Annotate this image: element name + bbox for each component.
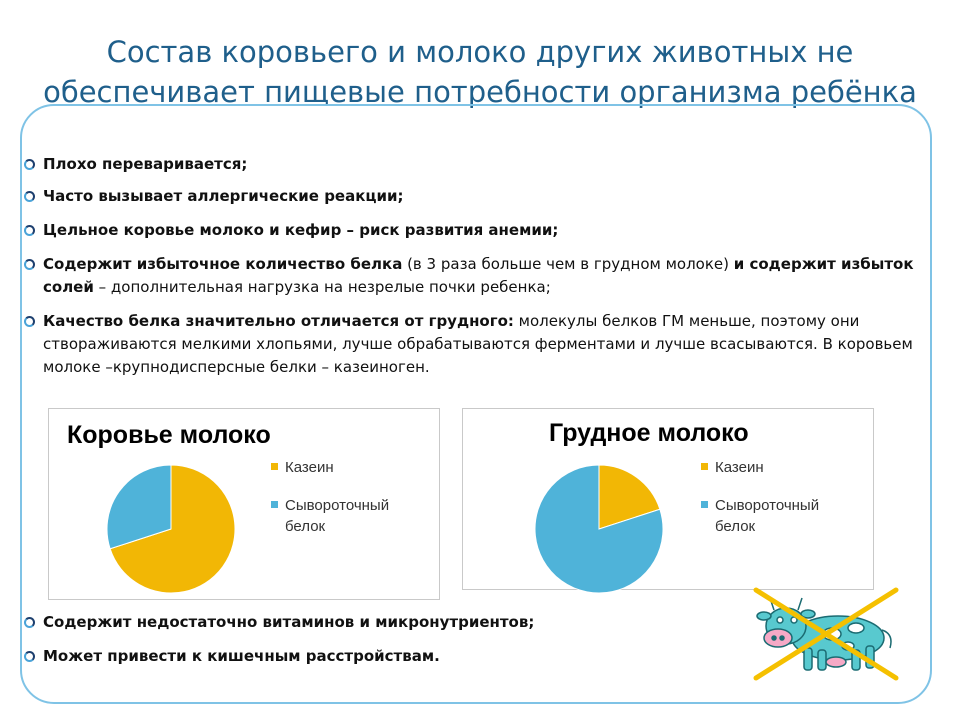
bullet-item <box>24 185 929 208</box>
legend-label: Сывороточный <box>715 497 820 514</box>
bullet-text: – дополнительная нагрузка на незрелые почки ребенка; <box>93 278 551 296</box>
bullet-text: (в 3 раза больше чем в грудном молоке) <box>402 255 734 273</box>
legend-label: Казеин <box>285 459 334 476</box>
circle-bullet-icon <box>24 316 35 327</box>
bullet-text: Цельное коровье молоко и кефир – риск развития анемии; <box>43 221 559 239</box>
circle-bullet-icon <box>24 159 35 170</box>
bullet-item <box>24 645 724 668</box>
title-line-2: обеспечивает пищевые потребности организма ребёнка <box>43 75 917 109</box>
bullet-text: Может привести к кишечным расстройствам. <box>43 647 440 665</box>
legend-swatch <box>271 501 278 508</box>
bullet-item <box>24 153 929 176</box>
bullet-text: Плохо переваривается; <box>43 155 248 173</box>
bullet-text: молекулы белков ГМ меньше, поэтому они створаживаются мелкими хлопьями, лучше обрабатываются ферментами и лучше всасываются. В коровьем молоке –крупнодисперсные белки – казеиноген. <box>43 312 913 376</box>
bullet-text: Часто вызывает аллергические реакции; <box>43 187 404 205</box>
legend-label: белок <box>715 518 756 535</box>
pie-chart <box>529 459 669 599</box>
legend-item-whey <box>271 495 389 537</box>
legend-label: белок <box>285 518 326 535</box>
chart-breast-milk <box>462 408 874 590</box>
legend-label: Сывороточный <box>285 497 390 514</box>
bullet-text: Содержит недостаточно витаминов и микронутриентов; <box>43 613 535 631</box>
circle-bullet-icon <box>24 651 35 662</box>
chart-cow-milk <box>48 408 440 600</box>
legend-item-casein <box>701 457 764 478</box>
circle-bullet-icon <box>24 259 35 270</box>
chart-title: Коровье молоко <box>67 421 271 449</box>
bullet-item <box>24 310 929 379</box>
page-title <box>0 32 960 112</box>
legend-item-whey <box>701 495 819 537</box>
bullet-item <box>24 253 929 299</box>
legend-item-casein <box>271 457 334 478</box>
title-line-1: Состав коровьего и молоко других животных не <box>106 35 854 69</box>
legend-swatch <box>701 463 708 470</box>
bullet-text-bold: и содержит избыток солей <box>43 255 914 296</box>
circle-bullet-icon <box>24 617 35 628</box>
legend-label: Казеин <box>715 459 764 476</box>
pie-chart <box>101 459 241 599</box>
bullet-text-bold: Содержит избыточное количество белка <box>43 255 403 273</box>
circle-bullet-icon <box>24 191 35 202</box>
circle-bullet-icon <box>24 225 35 236</box>
crossed-cow-illustration <box>752 586 900 682</box>
legend-swatch <box>701 501 708 508</box>
bullet-item <box>24 219 929 242</box>
bullet-item <box>24 611 724 634</box>
legend-swatch <box>271 463 278 470</box>
bullet-text-bold: Качество белка значительно отличается от грудного: <box>43 312 514 330</box>
chart-title: Грудное молоко <box>549 419 749 447</box>
